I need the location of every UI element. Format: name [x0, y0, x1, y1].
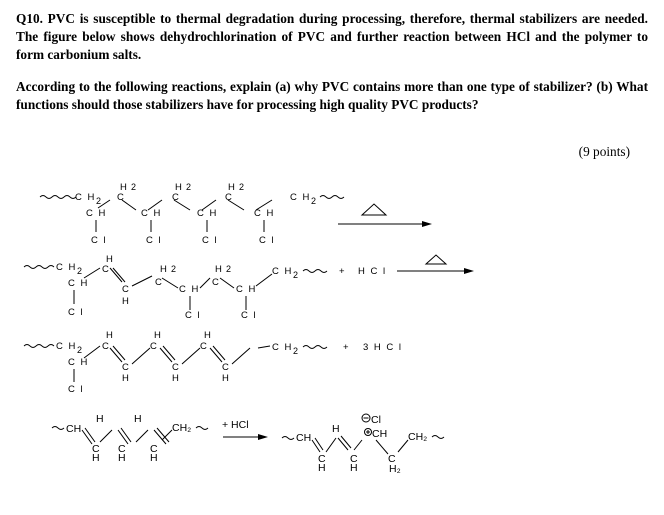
row3-polyene-chain [24, 330, 403, 395]
atom-label: 2 [226, 264, 232, 274]
atom-label: 2 [96, 196, 102, 206]
atom-label: 2 [186, 182, 192, 192]
atom-label: 3 H C l [363, 342, 403, 353]
atom-label: CH [66, 423, 82, 435]
atom-label: C [122, 362, 131, 373]
atom-label: + [339, 266, 347, 277]
atom-label: C [150, 443, 158, 455]
atom-label: C [318, 453, 326, 465]
atom-label: 2 [171, 264, 177, 274]
atom-label: H [96, 413, 104, 425]
atom-label: H [160, 264, 169, 275]
atom-label: C H [254, 208, 275, 219]
atom-label: C [200, 341, 209, 352]
row2-dehydrochlorinated-chain [24, 254, 474, 321]
atom-label: C [388, 453, 396, 465]
atom-label: C [102, 264, 111, 275]
atom-label: C H [56, 262, 77, 273]
atom-label: C H [75, 192, 96, 203]
wavy-bond [320, 196, 344, 199]
atom-label: C [117, 192, 126, 203]
atom-label: H [154, 330, 163, 341]
atom-label: C [212, 277, 221, 288]
atom-label: C H [236, 284, 257, 295]
atom-label: H [120, 182, 129, 193]
atom-label: C H [290, 192, 311, 203]
atom-label: 2 [311, 196, 317, 206]
wavy-bond [196, 427, 208, 430]
atom-label: C [122, 284, 131, 295]
atom-label: C [102, 341, 111, 352]
atom-label: C H [272, 342, 293, 353]
heat-triangle-icon [362, 204, 386, 215]
atom-label: C H [141, 208, 162, 219]
atom-label: CH₂ [172, 422, 192, 434]
wavy-bond [24, 266, 54, 269]
wavy-bond [303, 270, 327, 273]
atom-label: C l [68, 307, 85, 318]
atom-label: H [215, 264, 224, 275]
wavy-bond [24, 345, 54, 348]
atom-label: H [118, 452, 126, 464]
atom-label: C l [146, 235, 163, 246]
atom-label: C [172, 362, 181, 373]
atom-label: C [150, 341, 159, 352]
atom-label: C l [91, 235, 108, 246]
question-paragraph-1: Q10. PVC is susceptible to thermal degradation during processing, therefore, thermal stabilizers are needed. The figure below shows dehydrochlorination of PVC and further reaction between HCl and the polymer to form carbonium salts. [16, 11, 648, 62]
points-label: (9 points) [578, 144, 630, 159]
atom-label: H₂ [389, 463, 401, 475]
atom-label: Cl [371, 414, 381, 426]
atom-label: H [172, 373, 181, 384]
atom-label: H [122, 373, 131, 384]
atom-label: C [118, 443, 126, 455]
atom-label: CH₂ [408, 431, 428, 443]
wavy-bond [432, 436, 444, 439]
atom-label: 2 [131, 182, 137, 192]
atom-label: C H [197, 208, 218, 219]
atom-label: H [222, 373, 231, 384]
atom-label: H [332, 423, 340, 435]
atom-label: C l [68, 384, 85, 395]
row1-pvc-chain [40, 182, 432, 246]
atom-label: CH [372, 428, 388, 440]
atom-label: 2 [77, 345, 83, 355]
atom-label: H [122, 296, 131, 307]
heat-triangle-icon [426, 255, 446, 264]
atom-label: H [134, 413, 142, 425]
atom-label: H [106, 330, 115, 341]
atom-label: C [225, 192, 234, 203]
atom-label: C H [179, 284, 200, 295]
atom-label: 2 [239, 182, 245, 192]
atom-label: H C l [358, 266, 387, 277]
atom-label: C [155, 277, 164, 288]
atom-label: H [318, 462, 326, 474]
atom-label: C l [259, 235, 276, 246]
atom-label: + HCl [222, 419, 249, 431]
atom-label: C H [86, 208, 107, 219]
atom-label: C H [272, 266, 293, 277]
atom-label: C H [68, 278, 89, 289]
atom-label: C [222, 362, 231, 373]
atom-label: C l [241, 310, 258, 321]
wavy-bond [52, 427, 64, 430]
atom-label: H [204, 330, 213, 341]
atom-label: 2 [77, 266, 83, 276]
atom-label: H [92, 452, 100, 464]
wavy-bond [303, 346, 327, 349]
atom-label: C [350, 453, 358, 465]
wavy-bond [282, 437, 294, 440]
atom-label: 2 [293, 346, 299, 356]
atom-label: H [150, 452, 158, 464]
question-paragraph-2: According to the following reactions, explain (a) why PVC contains more than one type of stabilizer? (b) What functions should those stabilizers have for processing high quality PVC products? [16, 79, 648, 112]
atom-label: C l [202, 235, 219, 246]
atom-label: H [175, 182, 184, 193]
atom-label: CH [296, 432, 312, 444]
wavy-bond [40, 196, 76, 199]
atom-label: C H [68, 357, 89, 368]
atom-label: + [343, 342, 351, 353]
atom-label: C H [56, 341, 77, 352]
atom-label: H [106, 254, 115, 265]
atom-label: 2 [293, 270, 299, 280]
atom-label: C l [185, 310, 202, 321]
row4-carbonium-reaction [52, 413, 444, 475]
atom-label: C [172, 192, 181, 203]
atom-label: H [350, 462, 358, 474]
atom-label: C [92, 443, 100, 455]
atom-label: H [228, 182, 237, 193]
